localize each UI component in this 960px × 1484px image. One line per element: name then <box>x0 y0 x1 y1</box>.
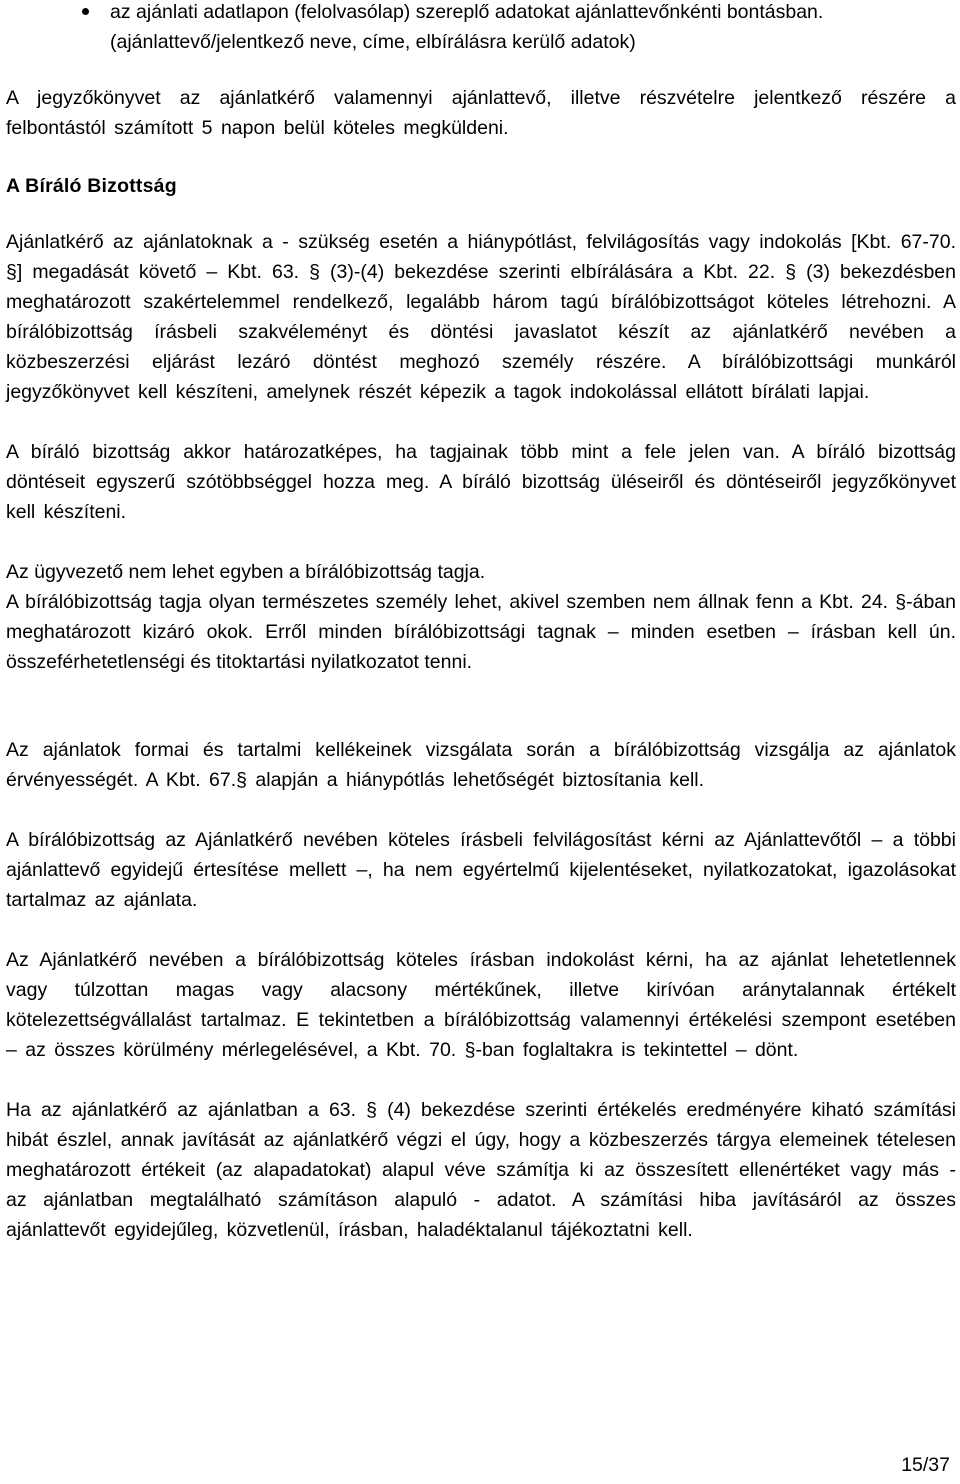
document-page <box>6 0 956 1245</box>
paragraph-justification: Az Ajánlatkérő nevében a bírálóbizottság köteles írásban indokolást kérni, ha az ajánlat lehetetlennek vagy túlzottan magas vagy alacsony mértékűnek, illetve kirívóan aránytalannak értékelt kötelezettségvállalást tartalmaz. E tekintetben a bírálóbizottság valamennyi értékelési szempont esetében – az összes körülmény mérlegelésével, a Kbt. 70. §-ban foglaltakra is tekintettel – dönt. <box>6 949 956 1061</box>
paragraph-clarification: A bírálóbizottság az Ajánlatkérő nevében köteles írásbeli felvilágosítást kérni az Ajánlattevőtől – a többi ajánlattevő egyidejű értesítése mellett –, ha nem egyértelmű kijelentéseket, nyilatkozatokat, igazolásokat tartalmaz az ajánlata. <box>6 829 956 911</box>
bullet-dot-icon <box>82 8 89 15</box>
paragraph-director-exclusion: Az ügyvezető nem lehet egyben a bírálóbizottság tagja. <box>6 561 486 583</box>
paragraph-minutes-delivery: A jegyzőkönyvet az ajánlatkérő valamennyi ajánlattevő, illetve részvételre jelentkező részére a felbontástól számított 5 napon belül köteles megküldeni. <box>6 87 956 139</box>
paragraph-member-eligibility: A bírálóbizottság tagja olyan természetes személy lehet, akivel szemben nem állnak fenn a Kbt. 24. §-ában meghatározott kizáró okok. Erről minden bírálóbizottsági tagnak – minden esetben – írásban kell ún. összeférhetetlenségi és titoktartási nyilatkozatot tenni. <box>6 591 956 673</box>
page-number: 15/37 <box>901 1454 950 1476</box>
paragraph-formal-review: Az ajánlatok formai és tartalmi kellékeinek vizsgálata során a bírálóbizottság vizsgálja az ajánlatok érvényességét. A Kbt. 67.§ alapján a hiánypótlás lehetőségét biztosítania kell. <box>6 739 956 791</box>
section-heading: A Bíráló Bizottság <box>6 175 177 197</box>
paragraph-calculation-error: Ha az ajánlatkérő az ajánlatban a 63. § (4) bekezdése szerinti értékelés eredményére kiható számítási hibát észlel, annak javítását az ajánlatkérő végzi el úgy, hogy a közbeszerzés tárgya elemeinek tételesen meghatározott értékeit (az alapadatokat) alapul véve számítja ki az összesített ellenértéket vagy más - az ajánlatban megtalálható számításon alapuló - adatot. A számítási hiba javításáról az összes ajánlattevőt egyidejűleg, közvetlenül, írásban, haladéktalanul tájékoztatni kell. <box>6 1099 956 1241</box>
paragraph-committee-setup: Ajánlatkérő az ajánlatoknak a - szükség esetén a hiánypótlást, felvilágosítás vagy indokolás [Kbt. 67-70. §] megadását követő – Kbt. 63. § (3)-(4) bekezdése szerinti elbírálására a Kbt. 22. § (3) bekezdésben meghatározott szakértelemmel rendelkező, legalább három tagú bírálóbizottságot köteles létrehozni. A bírálóbizottság írásbeli szakvéleményt és döntési javaslatot készít az ajánlatkérő nevében a közbeszerzési eljárást lezáró döntést meghozó személy részére. A bírálóbizottsági munkáról jegyzőkönyvet kell készíteni, amelynek részét képezik a tagok indokolással ellátott bírálati lapjai. <box>6 231 956 403</box>
paragraph-quorum: A bíráló bizottság akkor határozatképes, ha tagjainak több mint a fele jelen van. A bíráló bizottság döntéseit egyszerű szótöbbséggel hozza meg. A bíráló bizottság üléseiről és döntéseiről jegyzőkönyvet kell készíteni. <box>6 441 956 523</box>
bullet-list-item <box>6 0 956 57</box>
bullet-text: az ajánlati adatlapon (felolvasólap) szereplő adatokat ajánlattevőnkénti bontásban. (ajánlattevő/jelentkező neve, címe, elbírálásra kerülő adatok) <box>110 1 824 53</box>
